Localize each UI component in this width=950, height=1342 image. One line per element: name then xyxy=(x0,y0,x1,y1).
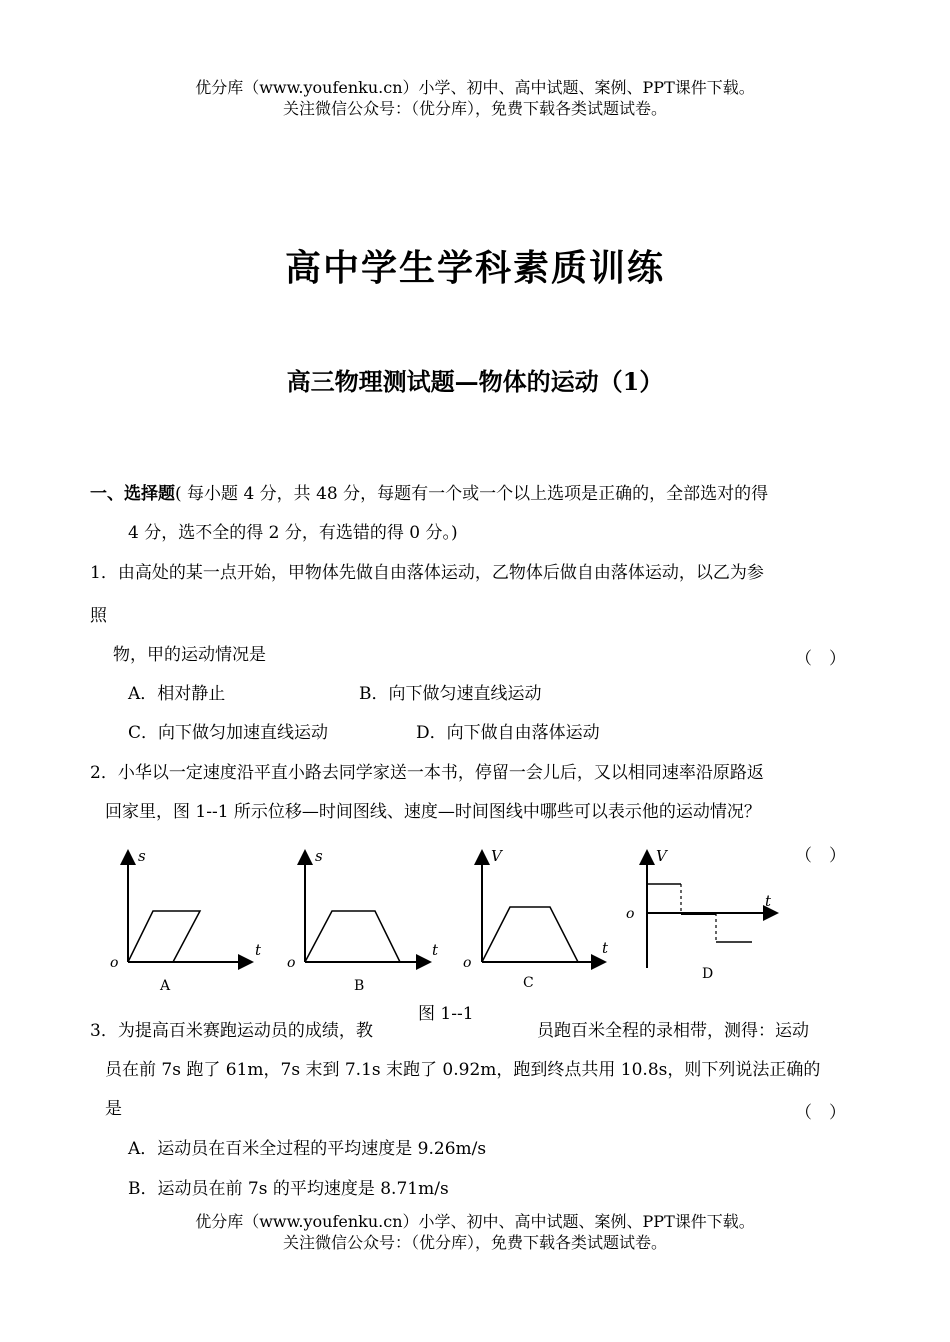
graph-b-ylabel: s xyxy=(315,847,323,865)
figure-caption: 图 1--1 xyxy=(418,1004,474,1024)
q3-option-b: B．运动员在前 7s 的平均速度是 8.71m/s xyxy=(128,1179,449,1199)
section-heading xyxy=(90,483,768,505)
q1-line-3: 物，甲的运动情况是 xyxy=(113,645,266,665)
q2-line-2: 回家里，图 1--1 所示位移—时间图线、速度—时间图线中哪些可以表示他的运动情况？ xyxy=(105,802,761,822)
graph-c-origin: o xyxy=(463,955,472,971)
graph-c-line xyxy=(482,907,578,962)
q1-option-d: D．向下做自由落体运动 xyxy=(416,723,600,743)
graph-d-ylabel: V xyxy=(656,847,667,865)
graph-c-ylabel: V xyxy=(491,847,502,865)
section-desc-1: ( 每小题 4 分，共 48 分，每题有一个或一个以上选项是正确的，全部选对的得 xyxy=(175,484,769,504)
graph-b-origin: o xyxy=(287,955,296,971)
q3-line-1a: 3．为提高百米赛跑运动员的成绩，教 xyxy=(90,1021,373,1041)
header-line-1: 优分库（www.youfenku.cn）小学、初中、高中试题、案例、PPT课件下载。 xyxy=(195,78,755,97)
q1-option-b: B．向下做匀速直线运动 xyxy=(359,684,542,704)
q3-line-3: 是 xyxy=(105,1099,122,1119)
q2-line-1: 2．小华以一定速度沿平直小路去同学家送一本书，停留一会儿后，又以相同速率沿原路返 xyxy=(90,763,764,783)
graph-a-origin: o xyxy=(110,955,119,971)
graph-b-xlabel: t xyxy=(432,941,439,959)
graph-d xyxy=(626,847,775,982)
header-line-2: 关注微信公众号：（优分库），免费下载各类试题试卷。 xyxy=(282,99,667,118)
graph-a-line-2 xyxy=(173,911,200,962)
graph-b xyxy=(287,847,439,994)
graph-c-label: C xyxy=(523,975,534,991)
q3-answer-blank: （ ） xyxy=(795,1103,846,1123)
graph-a-xlabel: t xyxy=(255,941,262,959)
graph-a xyxy=(110,847,262,994)
graph-b-line xyxy=(305,911,400,962)
q1-answer-blank: （ ） xyxy=(795,649,846,669)
graph-d-xlabel: t xyxy=(765,892,772,910)
figure-1-1 xyxy=(0,835,950,1005)
footer-line-1: 优分库（www.youfenku.cn）小学、初中、高中试题、案例、PPT课件下载。 xyxy=(195,1212,755,1231)
q1-line-2: 照 xyxy=(90,606,107,626)
footer-line-2: 关注微信公众号：（优分库），免费下载各类试题试卷。 xyxy=(282,1233,667,1252)
q1-line-1: 1．由高处的某一点开始，甲物体先做自由落体运动，乙物体后做自由落体运动，以乙为参 xyxy=(90,563,764,583)
q2-answer-blank: （ ） xyxy=(795,846,846,866)
graph-d-label: D xyxy=(702,966,714,982)
q3-option-a: A．运动员在百米全过程的平均速度是 9.26m/s xyxy=(128,1139,487,1159)
q1-option-c: C．向下做匀加速直线运动 xyxy=(128,723,329,743)
q3-line-2: 员在前 7s 跑了 61m，7s 末到 7.1s 末跑了 0.92m，跑到终点共用 10.8s，则下列说法正确的 xyxy=(105,1060,821,1080)
graph-a-line-1 xyxy=(128,911,173,962)
section-label: 一、选择题 xyxy=(90,484,175,504)
graph-c-xlabel: t xyxy=(602,939,609,957)
q1-option-a: A．相对静止 xyxy=(128,684,226,704)
q3-line-1b: 员跑百米全程的录相带，测得：运动 xyxy=(537,1021,809,1041)
page-title: 高中学生学科素质训练 xyxy=(284,248,665,289)
section-desc-2: 4 分，选不全的得 2 分，有选错的得 0 分。) xyxy=(128,523,458,543)
graph-c xyxy=(463,847,609,991)
page-subtitle: 高三物理测试题—物体的运动（1） xyxy=(286,367,664,396)
graph-d-origin: o xyxy=(626,906,635,922)
graph-a-label: A xyxy=(160,978,171,994)
graph-a-ylabel: s xyxy=(138,847,146,865)
graph-b-label: B xyxy=(354,978,365,994)
